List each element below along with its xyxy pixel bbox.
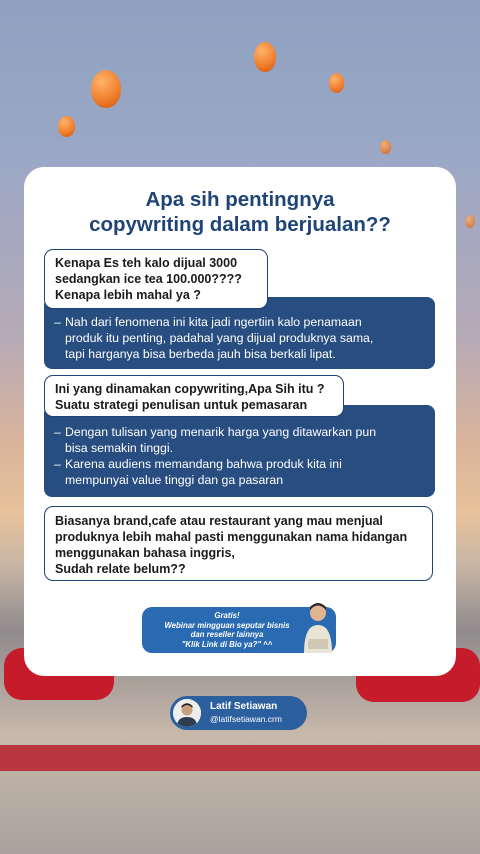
promo-line: Webinar mingguan seputar bisnis xyxy=(164,620,290,630)
author-name: Latif Setiawan xyxy=(210,701,278,712)
answer-line: tapi harganya bisa berbeda jauh bisa berkali lipat. xyxy=(65,347,336,361)
balloon-image xyxy=(465,215,475,228)
question-box-3 xyxy=(44,506,433,581)
answer-box-2 xyxy=(44,405,435,497)
balloon-image xyxy=(91,70,121,108)
info-card xyxy=(24,167,456,676)
promo-line: Gratis! xyxy=(214,611,240,620)
question-box-2 xyxy=(44,375,344,417)
car-body-image xyxy=(0,745,480,771)
question-box-1 xyxy=(44,249,268,309)
question-line: sedangkan ice tea 100.000???? xyxy=(55,272,242,286)
promo-line: "Klik Link di Bio ya?" ^^ xyxy=(181,639,273,649)
answer-line: – Karena audiens memandang bahwa produk kita ini xyxy=(65,457,342,471)
question-line: menggunakan bahasa inggris, xyxy=(55,546,235,560)
question-line: Kenapa lebih mahal ya ? xyxy=(55,288,201,302)
question-line: Ini yang dinamakan copywriting,Apa Sih itu ? xyxy=(55,382,325,396)
question-line: Sudah relate belum?? xyxy=(55,562,186,576)
person-illustration-icon xyxy=(300,601,336,653)
question-line: Kenapa Es teh kalo dijual 3000 xyxy=(55,256,238,270)
person-avatar-icon xyxy=(173,699,201,727)
answer-line: bisa semakin tinggi. xyxy=(65,441,173,455)
answer-line: – Nah dari fenomena ini kita jadi ngertiin kalo penamaan xyxy=(65,315,362,329)
answer-item xyxy=(44,314,427,362)
promo-text xyxy=(142,611,312,649)
title-line: Apa sih pentingnya xyxy=(145,188,335,211)
answer-item xyxy=(44,424,427,456)
promo-line: dan reseller lainnya xyxy=(190,630,264,639)
question-line: Biasanya brand,cafe atau restaurant yang mau menjual xyxy=(55,514,383,528)
webinar-promo-banner[interactable] xyxy=(142,607,336,653)
title-line: copywriting dalam berjualan?? xyxy=(89,213,391,236)
balloon-image xyxy=(329,73,344,93)
answer-line: mempunyai value tinggi dan ga pasaran xyxy=(65,473,284,487)
author-badge[interactable] xyxy=(170,696,307,730)
question-line: produknya lebih mahal pasti menggunakan nama hidangan xyxy=(55,530,408,544)
answer-line: – Dengan tulisan yang menarik harga yang ditawarkan pun xyxy=(65,425,377,439)
balloon-image xyxy=(380,140,391,154)
balloon-image xyxy=(58,116,75,137)
card-title xyxy=(24,187,456,237)
answer-line: produk itu penting, padahal yang dijual produknya sama, xyxy=(65,331,374,345)
question-line: Suatu strategi penulisan untuk pemasaran xyxy=(55,398,308,412)
author-handle: @latifsetiawan.crm xyxy=(210,714,282,724)
balloon-image xyxy=(254,42,276,72)
answer-item xyxy=(44,456,427,488)
